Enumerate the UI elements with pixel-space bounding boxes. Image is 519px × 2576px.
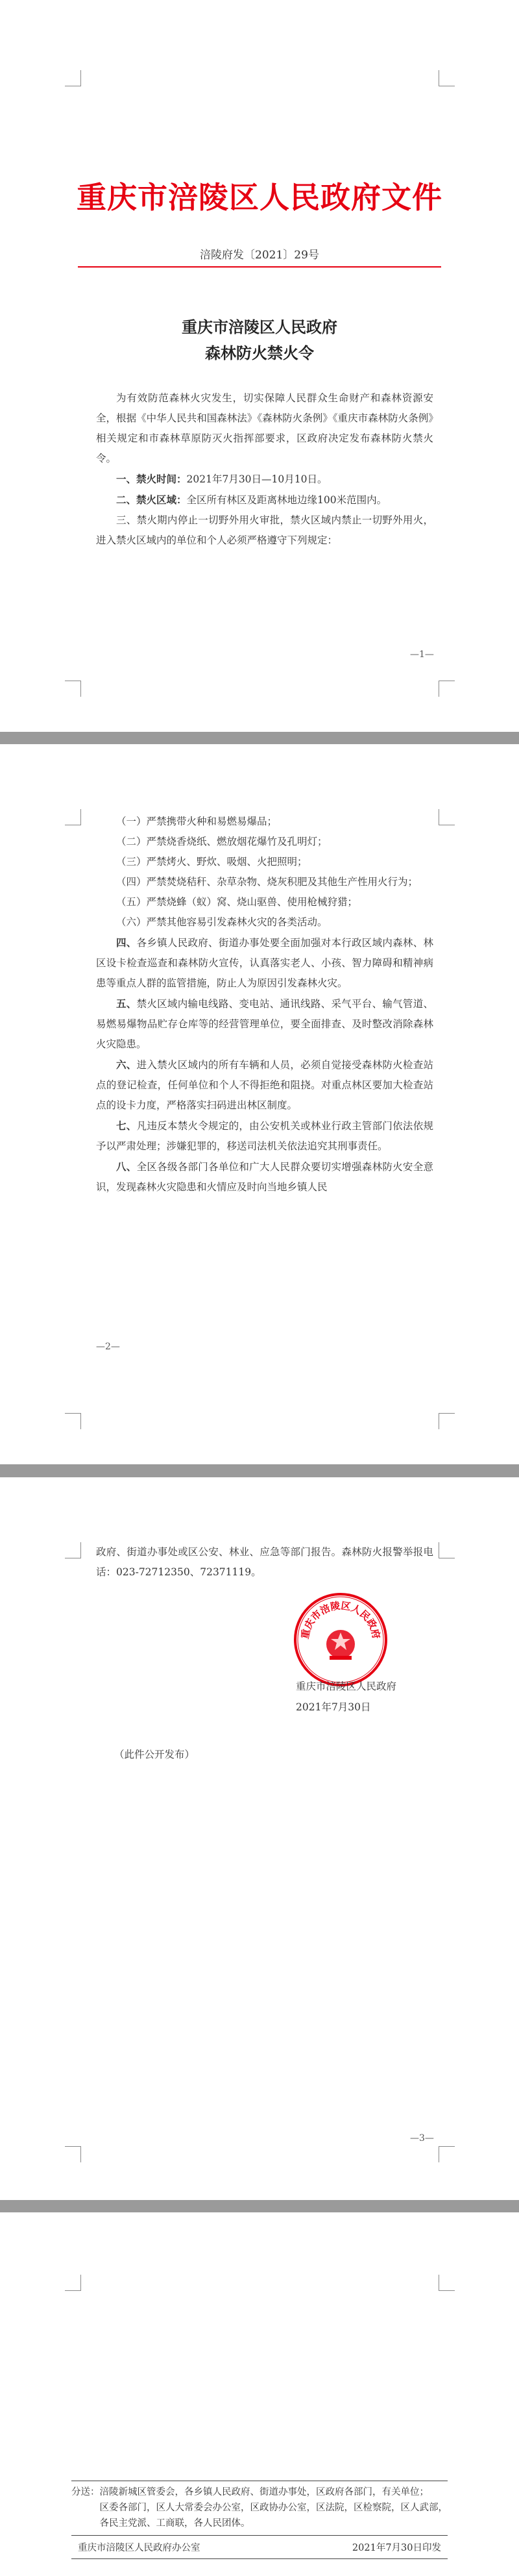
page2-body [96, 812, 433, 1197]
item-7-label: 七、 [116, 1119, 137, 1132]
signing-organization: 重庆市涪陵区人民政府 [296, 1681, 397, 1692]
document-number: 涪陵府发〔2021〕29号 [200, 249, 319, 262]
page1-body [96, 388, 433, 551]
footer-org: 重庆市涪陵区人民政府办公室 [78, 2543, 200, 2553]
agency-title: 重庆市涪陵区人民政府文件 [77, 180, 442, 215]
rule-5: （五）严禁烧蜂（蚁）窝、烧山驱兽、使用枪械狩猎； [116, 896, 358, 908]
emblem-icon [326, 1630, 355, 1660]
item-6-label: 六、 [116, 1058, 137, 1071]
corner-mark [65, 70, 81, 86]
item-4-text: 各乡镇人民政府、街道办事处要全面加强对本行政区域内森林、林区设卡检查巡查和森林防火宣传，认真落实老人、小孩、智力障碍和精神病患等重点人群的监管措施，防止人为原因引发森林火灾。 [96, 937, 433, 989]
corner-mark [439, 70, 455, 86]
page3-body [96, 1542, 433, 1582]
document-page-1 [0, 0, 519, 732]
intro-paragraph: 为有效防范森林火灾发生，切实保障人民群众生命财产和森林资源安全，根据《中华人民共和国森林法》《森林防火条例》《重庆市森林防火条例》相关规定和市森林草原防灭火指挥部要求，区政府决定发布森林防火禁火令。 [96, 392, 433, 464]
item-4-label: 四、 [116, 936, 137, 949]
corner-mark [65, 1413, 81, 1429]
item-2-label: 二、禁火区域： [116, 494, 187, 506]
rule-1: （一）严禁携带火种和易燃易爆品； [116, 816, 278, 827]
continuation-paragraph: 政府、街道办事处或区公安、林业、应急等部门报告。森林防火报警举报电话：023-72712350、72371119。 [96, 1546, 433, 1578]
corner-mark [439, 809, 455, 825]
footer-date: 2021年7月30日印发 [352, 2543, 441, 2553]
page-number: —3— [410, 2133, 434, 2144]
page-number: —2— [96, 1342, 120, 1352]
item-5-label: 五、 [116, 997, 137, 1010]
cc-line-1 [71, 2484, 448, 2500]
item-8-text: 全区各级各部门各单位和广大人民群众要切实增强森林防火安全意识，发现森林火灾隐患和火情应及时向当地乡镇人民 [96, 1161, 433, 1193]
corner-mark [439, 2275, 455, 2291]
item-7 [96, 1116, 433, 1157]
item-6-text: 进入禁火区域内的所有车辆和人员，必须自觉接受森林防火检查站点的登记检查，任何单位和个人不得拒绝和阻挠。对重点林区要加大检查站点的设卡力度，严格落实扫码进出林区制度。 [96, 1059, 433, 1111]
signing-date: 2021年7月30日 [296, 1701, 371, 1713]
item-2-text: 全区所有林区及距离林地边缘100米范围内。 [186, 494, 387, 506]
cc-text-1: 涪陵新城区管委会，各乡镇人民政府、街道办事处，区政府各部门，有关单位； [99, 2487, 429, 2497]
item-7-text: 凡违反本禁火令规定的，由公安机关或林业行政主管部门依法依规予以严肃处理；涉嫌犯罪的，移送司法机关依法追究其刑事责任。 [96, 1120, 433, 1152]
item-6 [96, 1055, 433, 1116]
cc-distribution [71, 2484, 448, 2531]
corner-mark [65, 1542, 81, 1558]
item-3: 三、禁火期内停止一切野外用火审批，禁火区域内禁止一切野外用火，进入禁火区域内的单位和个人必须严格遵守下列规定： [96, 514, 433, 546]
corner-mark [65, 809, 81, 825]
document-page-3 [0, 1477, 519, 2200]
seal-text: 重庆市涪陵区人民政府 [298, 1599, 383, 1640]
item-1 [96, 469, 433, 490]
rule-2: （二）严禁烧香烧纸、燃放烟花爆竹及孔明灯； [116, 836, 328, 847]
publish-note: （此件公开发布） [114, 1749, 195, 1760]
official-seal [292, 1591, 389, 1688]
corner-mark [65, 2146, 81, 2162]
corner-mark [65, 2275, 81, 2291]
document-title-line1: 重庆市涪陵区人民政府 [182, 318, 337, 336]
page-number: —1— [410, 649, 434, 660]
item-8 [96, 1157, 433, 1197]
rule-3: （三）严禁烤火、野炊、吸烟、火把照明； [116, 856, 308, 868]
corner-mark [65, 681, 81, 697]
item-2 [96, 490, 433, 510]
red-divider [78, 266, 441, 268]
cc-bottom-rule [71, 2558, 448, 2559]
cc-text-2: 区委各部门，区人大常委会办公室，区政协办公室，区法院，区检察院，区人武部，各民主党派、工商联，各人民团体。 [99, 2503, 448, 2529]
corner-mark [439, 681, 455, 697]
document-title-line2: 森林防火禁火令 [205, 344, 314, 362]
cc-label: 分送： [71, 2487, 100, 2497]
item-1-label: 一、禁火时间： [116, 473, 187, 485]
item-8-label: 八、 [116, 1160, 137, 1173]
cc-middle-rule [71, 2535, 448, 2536]
document-page-2 [0, 744, 519, 1464]
item-5-text: 禁火区域内输电线路、变电站、通讯线路、采气平台、输气管道、易燃易爆物品贮存仓库等的经营管理单位，要全面排查、及时整改消除森林火灾隐患。 [96, 998, 433, 1050]
item-4 [96, 932, 433, 994]
corner-mark [439, 2146, 455, 2162]
item-5 [96, 994, 433, 1055]
rule-6: （六）严禁其他容易引发森林火灾的各类活动。 [116, 916, 328, 928]
corner-mark [439, 1413, 455, 1429]
corner-mark [439, 1542, 455, 1558]
rule-4: （四）严禁焚烧秸秆、杂草杂物、烧灰积肥及其他生产性用火行为； [116, 876, 418, 888]
item-1-text: 2021年7月30日—10月10日。 [186, 473, 328, 485]
